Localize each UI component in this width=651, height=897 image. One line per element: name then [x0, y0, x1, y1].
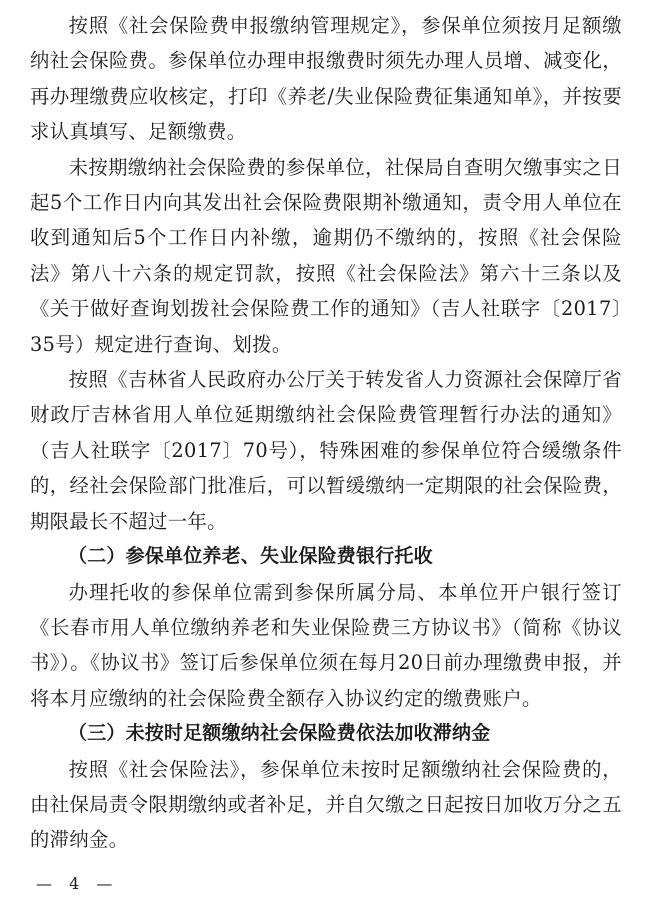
- paragraph-monthly-payment: 按照《社会保险费申报缴纳管理规定》，参保单位须按月足额缴纳社会保险费。参保单位办理申报缴费时须先办理人员增、减变化，再办理缴费应收核定，打印《养老/失业保险费征集通知单》，并按要求认真填写、足额缴费。: [30, 14, 622, 144]
- paragraph-late-fee: 按照《社会保险法》，参保单位未按时足额缴纳社会保险费的，由社保局责令限期缴纳或者补足，并自欠缴之日起按日加收万分之五的滞纳金。: [30, 757, 622, 852]
- document-body: [30, 8, 622, 858]
- paragraph-overdue-payment: 未按期缴纳社会保险费的参保单位，社保局自查明欠缴事实之日起5个工作日内向其发出社会保险费限期补缴通知，责令用人单位在收到通知后5个工作日内补缴，逾期仍不缴纳的，按照《社会保险法》第八十六条的规定罚款，按照《社会保险法》第六十三条以及《关于做好查询划拨社会保险费工作的通知》（吉人社联字〔2017〕35号）规定进行查询、划拨。: [30, 155, 622, 356]
- section-heading-late-fee: （三）未按时足额缴纳社会保险费依法加收滞纳金: [68, 722, 491, 745]
- page-number: — 4 —: [36, 874, 119, 893]
- paragraph-deferred-payment: 按照《吉林省人民政府办公厅关于转发省人力资源社会保障厅省财政厅吉林省用人单位延期缴纳社会保险费管理暂行办法的通知》（吉人社联字〔2017〕70号），特殊困难的参保单位符合缓缴条件的，经社会保险部门批准后，可以暂缓缴纳一定期限的社会保险费，期限最长不超过一年。: [30, 368, 622, 533]
- paragraph-bank-collection: 办理托收的参保单位需到参保所属分局、本单位开户银行签订《长春市用人单位缴纳养老和失业保险费三方协议书》（简称《协议书》）。《协议书》签订后参保单位须在每月20日前办理缴费申报，并将本月应缴纳的社会保险费全额存入协议约定的缴费账户。: [30, 580, 622, 710]
- section-heading-bank-collection: （二）参保单位养老、失业保险费银行托收: [68, 545, 433, 568]
